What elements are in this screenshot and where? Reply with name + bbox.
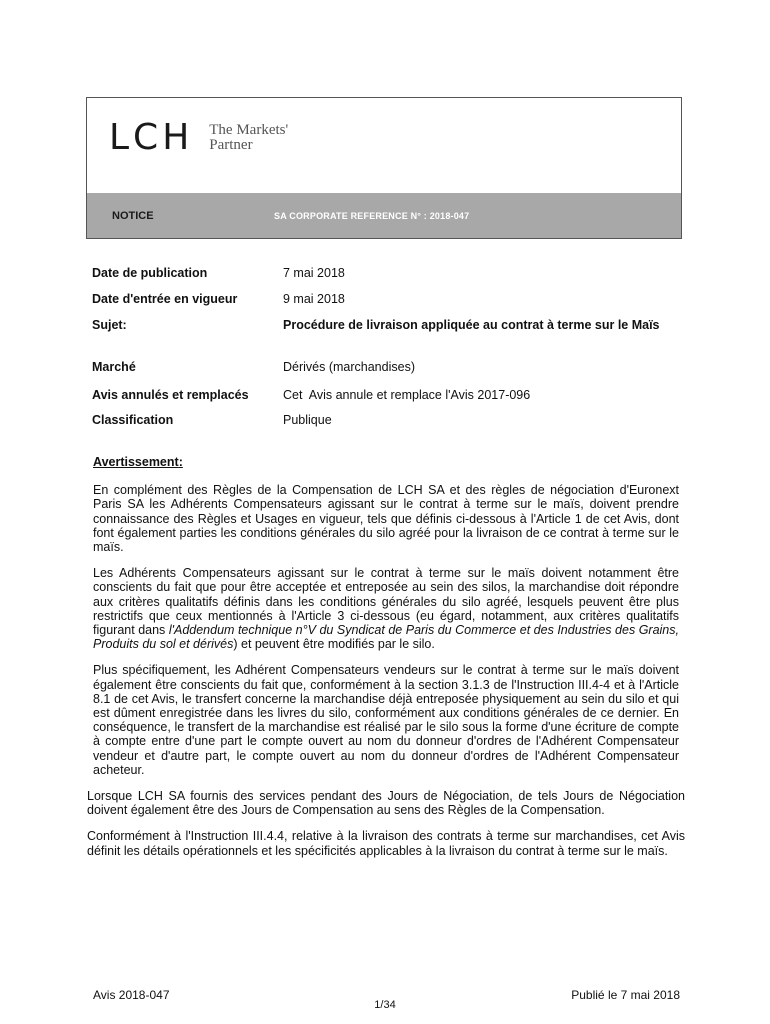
meta-label: Date d'entrée en vigueur: [92, 292, 238, 306]
lch-logo: [109, 118, 288, 158]
meta-value: Cet Avis annule et remplace l'Avis 2017-096: [283, 388, 531, 402]
logo-tagline: [209, 123, 288, 153]
logo-tagline-line2: Partner: [209, 137, 253, 153]
warning-heading-text: Avertissement: [93, 455, 179, 469]
notice-bar: [87, 193, 681, 238]
notice-body: [87, 455, 685, 870]
meta-label: Classification: [92, 413, 174, 427]
warning-paragraph-4: Lorsque LCH SA fournis des services pendant des Jours de Négociation, de tels Jours de Négociation doivent également être des Jours de Compensation au sens des Règles de la Compensation.: [87, 789, 685, 818]
meta-value: Dérivés (marchandises): [283, 360, 415, 374]
meta-label: Avis annulés et remplacés: [92, 388, 249, 402]
page-number: 1/34: [374, 999, 396, 1011]
meta-value: Publique: [283, 413, 332, 427]
warning-paragraph-2: [93, 566, 679, 651]
meta-value: Procédure de livraison appliquée au contrat à terme sur le Maïs: [283, 318, 660, 332]
paragraph-2-text-end: ) et peuvent être modifiés par le silo.: [233, 637, 435, 652]
footer-publication-date: Publié le 7 mai 2018: [571, 988, 680, 1002]
meta-value: 9 mai 2018: [283, 292, 345, 306]
warning-heading: [93, 455, 679, 469]
meta-label: Date de publication: [92, 266, 208, 280]
logo-tagline-line1: The Markets': [209, 122, 289, 138]
warning-paragraph-5: Conformément à l'Instruction III.4.4, relative à la livraison des contrats à terme sur marchandises, cet Avis définit les détails opérationnels et les spécificités applicables à la livraison du contrat à terme sur le maïs.: [87, 829, 685, 858]
meta-label: Sujet:: [92, 318, 127, 332]
corporate-reference: SA CORPORATE REFERENCE N° : 2018-047: [274, 210, 470, 221]
notice-label: NOTICE: [112, 209, 154, 222]
meta-label: Marché: [92, 360, 136, 374]
meta-value: 7 mai 2018: [283, 266, 345, 280]
logo-mark: LCH: [109, 117, 194, 158]
notice-header: [86, 97, 682, 239]
warning-paragraph-3: Plus spécifiquement, les Adhérent Compensateurs vendeurs sur le contrat à terme sur le maïs doivent également être conscients du fait que, conformément à la section 3.1.3 de l'Instruction III.4-4 et à l'Article 8.1 de cet Avis, le transfert concerne la marchandise déjà entreposée physiquement au sein du silo et qui est dûment enregistrée dans les livres du silo, conformément aux conditions générales de ce dernier. En conséquence, le transfert de la marchandise est réalisé par le silo sous la forme d'une écriture de compte à compte entre d'une part le compte ouvert au nom du donneur d'ordres de l'Adhérent Compensateur vendeur et d'autre part, le compte ouvert au nom du donneur d'ordres de l'Adhérent Compensateur acheteur.: [93, 663, 679, 777]
warning-paragraph-1: En complément des Règles de la Compensation de LCH SA et des règles de négociation d'Euronext Paris SA les Adhérents Compensateurs agissant sur le contrat à terme sur le maïs, doivent prendre connaissance des Règles et Usages en vigueur, tels que définis ci-dessous à l'Article 1 de cet Avis, dont font également parties les conditions générales du silo agréé pour la livraison de ce contrat à terme sur le maïs.: [93, 483, 679, 555]
paragraph-2-text: Les Adhérents Compensateurs agissant sur le contrat à terme sur le maïs doivent notamment être conscients du fait que pour être acceptée et entreposée au sein des silos, la marchandise doit répondre aux critères qualitatifs définis dans les conditions générales du silo agréé, lesquels peuvent être plus restrictifs que ceux mentionnés à l'Article 3 ci-dessous (eu égard, notamment, aux critères qualitatifs figurant dans: [93, 566, 679, 638]
warning-heading-colon: :: [178, 455, 183, 469]
paragraph-2-italic-reference: l'Addendum technique n°V du Syndicat de Paris du Commerce et des Industries des Grains, Produits du sol et dérivés: [93, 623, 679, 652]
footer-notice-number: Avis 2018-047: [93, 988, 170, 1002]
